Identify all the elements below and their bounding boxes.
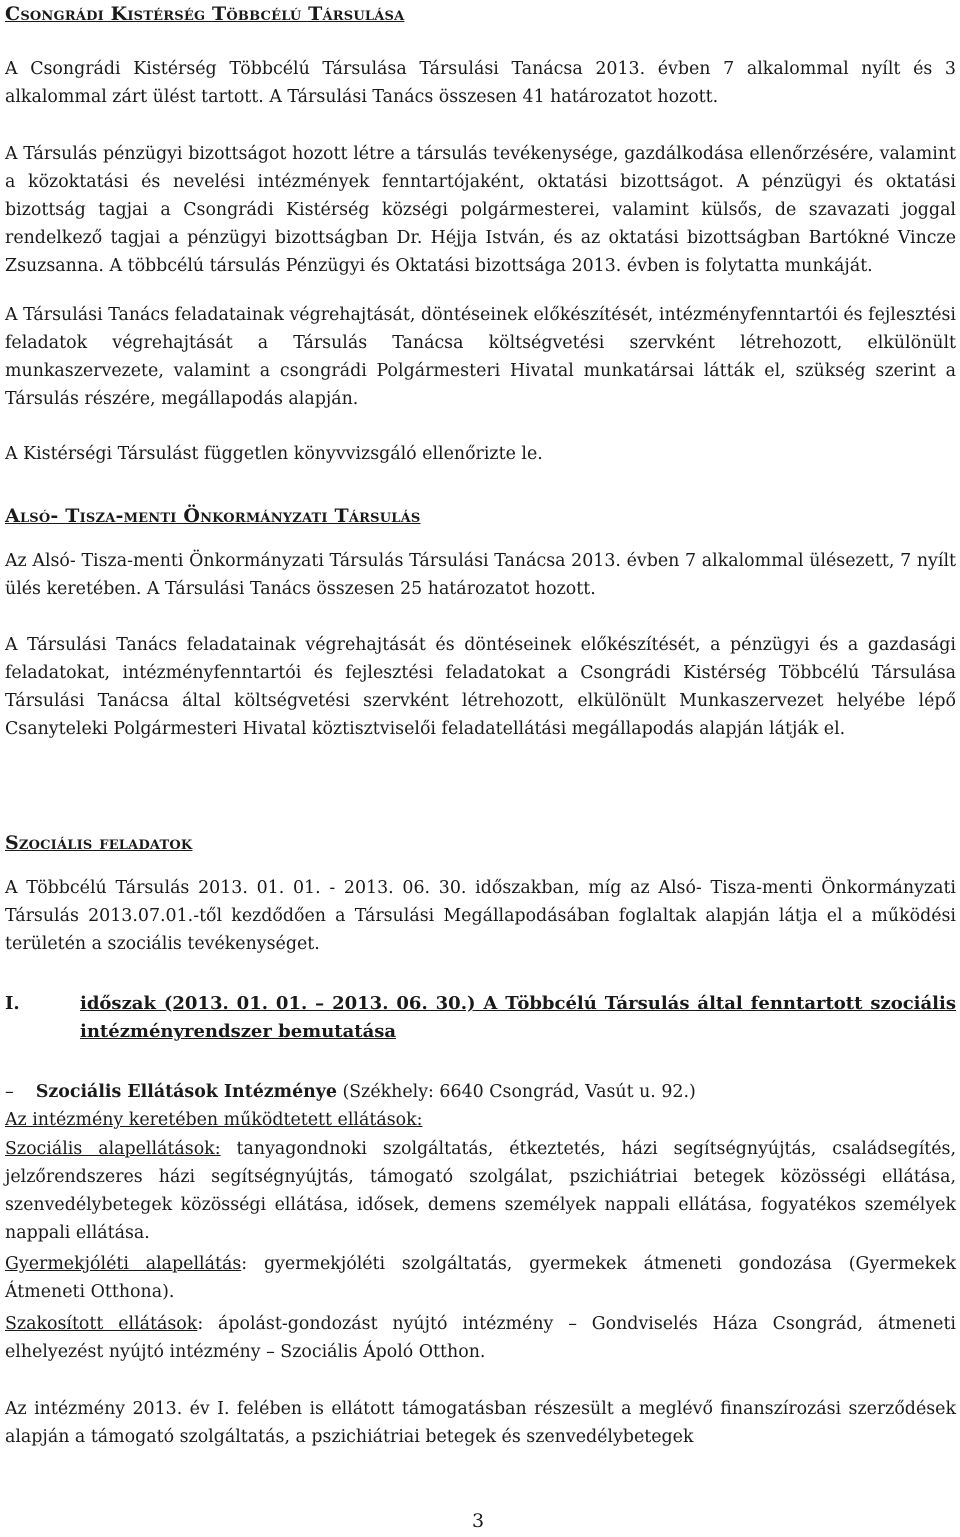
paragraph: Az intézmény 2013. év I. felében is ellátott támogatásban részesült a meglévő finanszírozási szerződések alapján a támogató szolgáltatás, a pszichiátriai betegek és szenvedélybetegek <box>5 1399 956 1447</box>
paragraph-child-welfare <box>5 1250 956 1306</box>
section-heading-csongradi: Csongrádi Kistérség Többcélú Társulása <box>5 3 405 25</box>
child-welfare-label: Gyermekjóléti alapellátás <box>5 1254 242 1274</box>
paragraph: A Kistérségi Társulást független könyvvizsgáló ellenőrizte le. <box>5 444 543 464</box>
basic-services-label: Szociális alapellátások: <box>5 1139 221 1159</box>
list-number: I. <box>5 993 20 1014</box>
paragraph-basic-services <box>5 1135 956 1247</box>
list-heading: időszak (2013. 01. 01. – 2013. 06. 30.) A Többcélú Társulás által fenntartott szociális intézményrendszer bemutatása <box>80 993 956 1042</box>
section-heading-szocialis: Szociális feladatok <box>5 832 193 854</box>
paragraph-specialized <box>5 1310 956 1366</box>
institution-name: Szociális Ellátások Intézménye <box>35 1082 337 1102</box>
section-heading-also-tisza: Alsó- Tisza-menti Önkormányzati Társulás <box>5 505 421 527</box>
paragraph: Az Alsó- Tisza-menti Önkormányzati Társulás Társulási Tanácsa 2013. évben 7 alkalommal ülésezett, 7 nyílt ülés keretében. A Társulási Tanács összesen 25 határozatot hozott. <box>5 551 956 599</box>
paragraph: A Többcélú Társulás 2013. 01. 01. - 2013. 06. 30. időszakban, míg az Alsó- Tisza-menti Önkormányzati Társulás 2013.07.01.-től kezdődően a Társulási Megállapodásában foglaltak alapján látja el a működési területén a szociális tevékenységet. <box>5 878 956 954</box>
paragraph: A Társulási Tanács feladatainak végrehajtását és döntéseinek előkészítését, a pénzügyi és a gazdasági feladatokat, intézményfenntartói és fejlesztési feladatokat a Csongrádi Kistérség Többcélú Társulása Társulási Tanácsa által költségvetési szervként létrehozott, elkülönült Munkaszervezet helyébe lépő Csanyteleki Polgármesteri Hivatal köztisztviselői feladatellátási megállapodás alapján látják el. <box>5 635 956 739</box>
paragraph: A Társulás pénzügyi bizottságot hozott létre a társulás tevékenysége, gazdálkodása ellenőrzésére, valamint a közoktatási és nevelési intézmények fenntartójaként, oktatási bizottságot. A pénzügyi és oktatási bizottság tagjai a Csongrádi Kistérség községi polgármesterei, valamint külsős, de szavazati joggal rendelkező tagjai a pénzügyi bizottságban Dr. Héjja István, és az oktatási bizottságban Bartókné Vincze Zsuzsanna. A többcélú társulás Pénzügyi és Oktatási bizottsága 2013. évben is folytatta munkáját. <box>5 144 956 276</box>
page-number: 3 <box>472 1510 485 1532</box>
specialized-label: Szakosított ellátások <box>5 1314 198 1334</box>
basic-services-text: tanyagondnoki szolgáltatás, étkeztetés, házi segítségnyújtás, családsegítés, jelzőrendszeres házi segítségnyújtás, támogató szolgálat, pszichiátriai betegek közösségi ellátása, szenvedélybetegek közösségi ellátása, idősek, demens személyek nappali ellátása, fogyatékos személyek nappali ellátása. <box>5 1139 957 1243</box>
child-welfare-text: : gyermekjóléti szolgáltatás, gyermekek átmeneti gondozása (Gyermekek Átmeneti Otthona). <box>5 1254 956 1302</box>
services-heading: Az intézmény keretében működtetett ellátások: <box>5 1110 423 1130</box>
institution-address: (Székhely: 6640 Csongrád, Vasút u. 92.) <box>336 1082 696 1102</box>
dash-bullet: – <box>5 1082 14 1102</box>
specialized-text: : ápolást-gondozást nyújtó intézmény – Gondviselés Háza Csongrád, átmeneti elhelyezést nyújtó intézmény – Szociális Ápoló Otthon. <box>5 1314 956 1362</box>
paragraph: A Csongrádi Kistérség Többcélú Társulása Társulási Tanácsa 2013. évben 7 alkalommal nyílt és 3 alkalommal zárt ülést tartott. A Társulási Tanács összesen 41 határozatot hozott. <box>5 59 956 107</box>
paragraph: A Társulási Tanács feladatainak végrehajtását, döntéseinek előkészítését, intézményfenntartói és fejlesztési feladatok végrehajtását a Társulás Tanácsa költségvetési szervként létrehozott, elkülönült munkaszervezete, valamint a csongrádi Polgármesteri Hivatal munkatársai látták el, szükség szerint a Társulás részére, megállapodás alapján. <box>5 305 956 409</box>
institution-line <box>5 1078 696 1106</box>
